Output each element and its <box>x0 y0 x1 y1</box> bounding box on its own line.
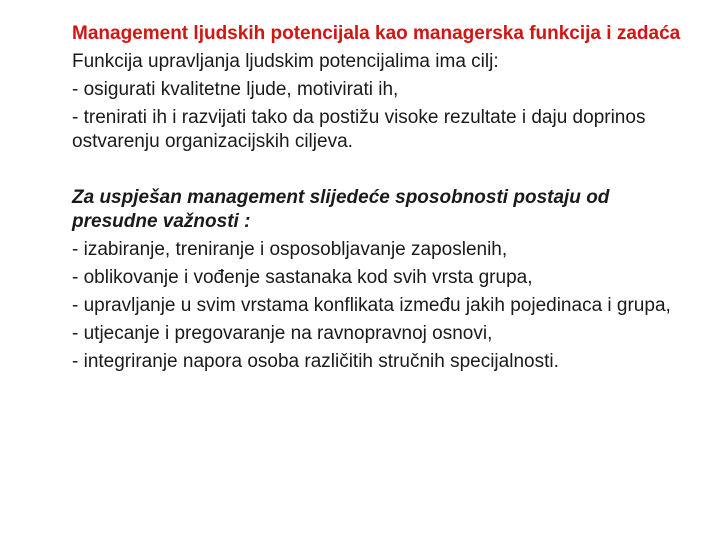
abilities-heading: Za uspješan management slijedeće sposobnosti postaju od presudne važnosti : <box>72 187 610 232</box>
ability-item-4: - utjecanje i pregovaranje na ravnopravnoj osnovi, <box>72 323 493 344</box>
ability-item-5: - integriranje napora osoba različitih stručnih specijalnosti. <box>72 351 559 372</box>
goal-item-1: - osigurati kvalitetne ljude, motivirati ih, <box>72 79 399 100</box>
section-spacer <box>72 158 697 186</box>
ability-item-1: - izabiranje, treniranje i osposobljavanje zaposlenih, <box>72 239 508 260</box>
ability-item-3: - upravljanje u svim vrstama konflikata između jakih pojedinaca i grupa, <box>72 295 671 316</box>
ability-item-2: - oblikovanje i vođenje sastanaka kod svih vrsta grupa, <box>72 267 533 288</box>
slide-title: Management ljudskih potencijala kao managerska funkcija i zadaća <box>72 23 681 44</box>
intro-text: Funkcija upravljanja ljudskim potencijalima ima cilj: <box>72 51 499 72</box>
slide-content <box>72 22 697 378</box>
goal-item-2: - trenirati ih i razvijati tako da postižu visoke rezultate i daju doprinos ostvarenju organizacijskih ciljeva. <box>72 107 646 152</box>
